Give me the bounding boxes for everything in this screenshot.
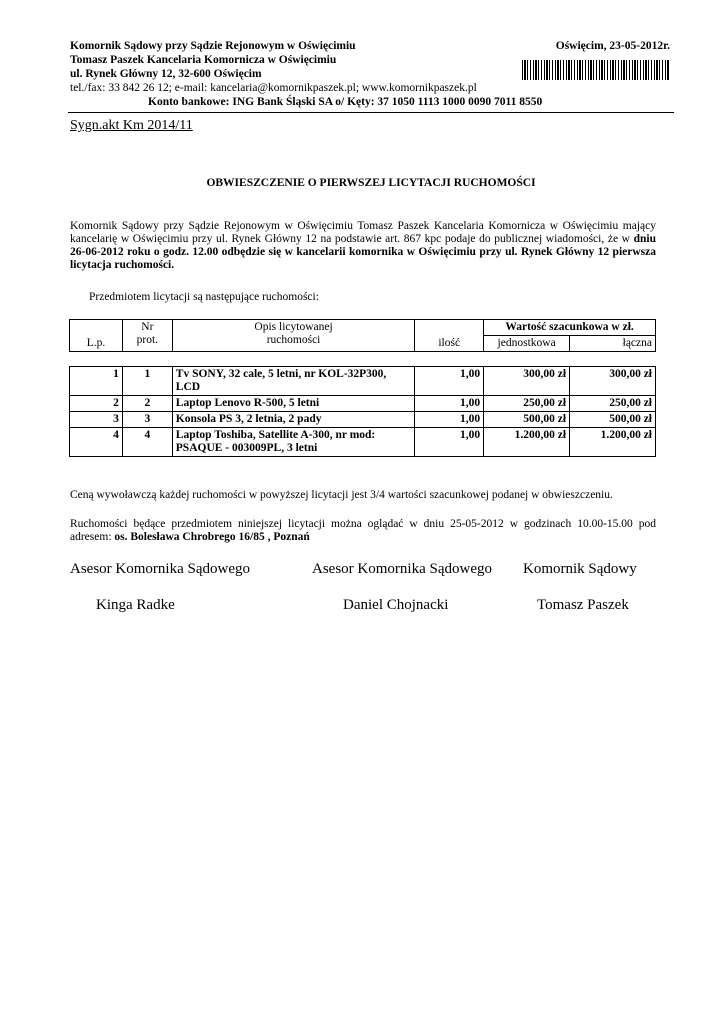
intro-paragraph [70,220,656,272]
signature-name-1: Kinga Radke [96,597,175,613]
cell-nr-prot: 4 [122,428,172,457]
cell-nr-prot: 2 [122,396,172,412]
case-reference: Sygn.akt Km 2014/11 [70,118,193,133]
place-date: Oświęcim, 23-05-2012r. [555,40,670,52]
header-lp: L.p. [70,320,123,352]
table-row [70,428,656,457]
header-nr-prot: Nr prot. [122,320,172,352]
cell-unit-value: 300,00 zł [484,367,570,396]
items-table [69,366,656,457]
cell-nr-prot: 3 [122,412,172,428]
header-ilosc: ilość [415,320,484,352]
cell-description: Laptop Lenovo R-500, 5 letni [172,396,415,412]
signature-role-1: Asesor Komornika Sądowego [70,561,250,577]
cell-quantity: 1,00 [415,428,484,457]
signature-name-2: Daniel Chojnacki [343,597,449,613]
cell-total-value: 250,00 zł [570,396,656,412]
intro-text: Komornik Sądowy przy Sądzie Rejonowym w Oświęcimiu Tomasz Paszek Kancelaria Komornicza w Oświęcimiu mający kancelarię w Oświęcimiu przy ul. Rynek Główny 12 na podstawie art. 867 kpc podaje do publicznej wiadomości, że w [70,220,656,245]
intro-date-text: dniu 26-06-2012 roku o godz. 12.00 odbędzie się w kancelarii komornika w Oświęcimiu przy ul. Rynek Główny 12 pierwsza licytacja ruchomości. [70,233,656,271]
cell-unit-value: 250,00 zł [484,396,570,412]
starting-price-note: Ceną wywoławczą każdej ruchomości w powyższej licytacji jest 3/4 wartości szacunkowej podanej w obwieszczeniu. [70,489,613,501]
header-wartosc: Wartość szacunkowa w zł. [484,320,656,336]
cell-description: Tv SONY, 32 cale, 5 letni, nr KOL-32P300, LCD [172,367,415,396]
cell-total-value: 300,00 zł [570,367,656,396]
cell-lp: 4 [70,428,123,457]
cell-lp: 1 [70,367,123,396]
header-bank-line: Konto bankowe: ING Bank Śląski SA o/ Kęty: 37 1050 1113 1000 0090 7011 8550 [148,96,543,108]
header-address-line: ul. Rynek Główny 12, 32-600 Oświęcim [70,68,262,80]
table-row [70,396,656,412]
items-table-header [69,319,656,352]
header-contact-line: tel./fax: 33 842 26 12; e-mail: kancelaria@komornikpaszek.pl; www.komornikpaszek.pl [70,82,477,94]
header-opis: Opis licytowanej ruchomości [172,320,414,352]
cell-lp: 3 [70,412,123,428]
cell-quantity: 1,00 [415,367,484,396]
document-title: OBWIESZCZENIE O PIERWSZEJ LICYTACJI RUCHOMOŚCI [206,177,536,189]
cell-nr-prot: 1 [122,367,172,396]
cell-quantity: 1,00 [415,396,484,412]
cell-unit-value: 1.200,00 zł [484,428,570,457]
cell-description: Konsola PS 3, 2 letnia, 2 pady [172,412,415,428]
cell-lp: 2 [70,396,123,412]
header-office-line: Tomasz Paszek Kancelaria Komornicza w Oświęcimiu [70,54,337,66]
cell-total-value: 500,00 zł [570,412,656,428]
cell-unit-value: 500,00 zł [484,412,570,428]
items-intro: Przedmiotem licytacji są następujące ruchomości: [89,291,319,303]
cell-total-value: 1.200,00 zł [570,428,656,457]
viewing-paragraph [70,518,656,544]
viewing-text: Ruchomości będące przedmiotem niniejszej licytacji można oglądać w dniu 25-05-2012 w godzinach 10.00-15.00 pod adresem: [70,518,656,543]
header-rule [68,112,674,113]
table-row [70,412,656,428]
signature-name-3: Tomasz Paszek [537,597,629,613]
signature-role-3: Komornik Sądowy [523,561,637,577]
cell-quantity: 1,00 [415,412,484,428]
header-jednostkowa: jednostkowa [484,336,570,352]
viewing-address: os. Bolesława Chrobrego 16/85 , Poznań [114,531,310,543]
signature-role-2: Asesor Komornika Sądowego [312,561,492,577]
table-row [70,367,656,396]
cell-description: Laptop Toshiba, Satellite A-300, nr mod: PSAQUE - 003009PL, 3 letni [172,428,415,457]
barcode [522,60,670,80]
header-laczna: łączna [570,336,656,352]
header-court-line: Komornik Sądowy przy Sądzie Rejonowym w Oświęcimiu [70,40,356,52]
